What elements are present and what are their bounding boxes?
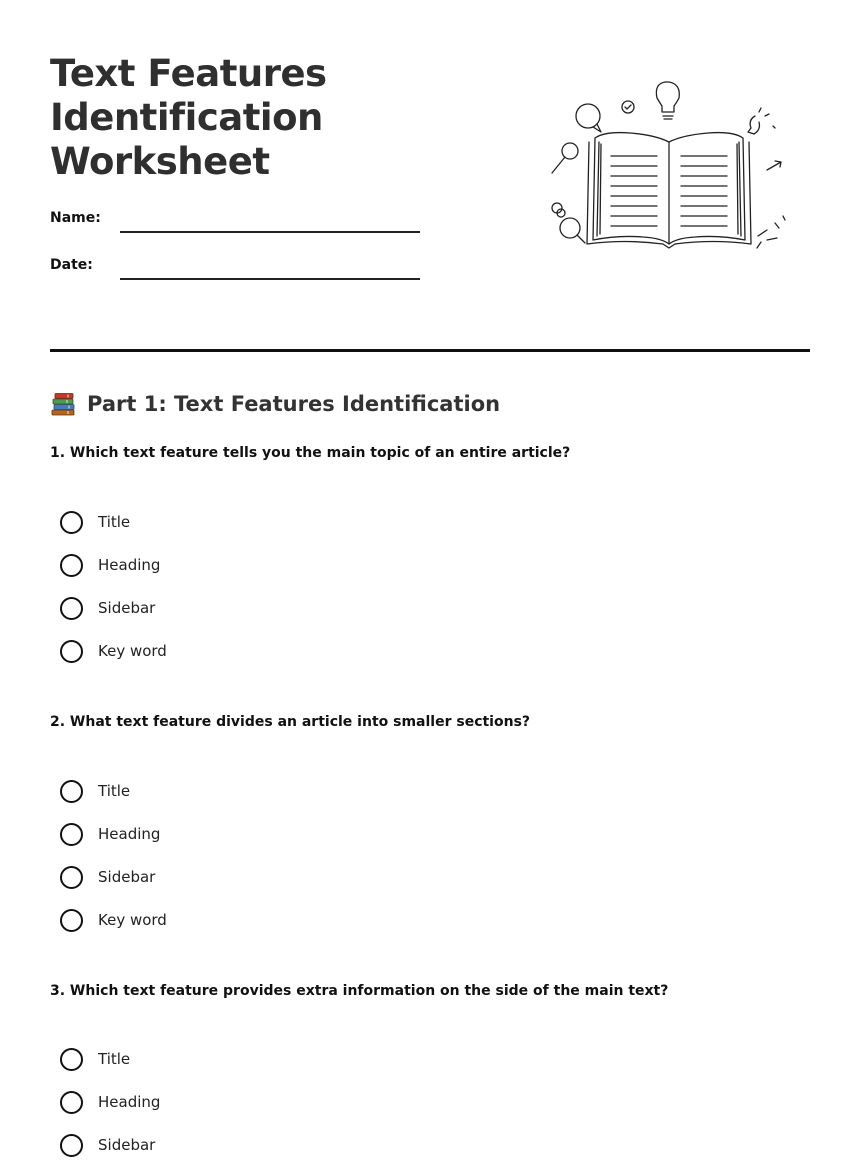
name-label: Name: (50, 210, 101, 226)
option-label: Key word (98, 642, 167, 660)
radio-button[interactable] (60, 511, 83, 534)
radio-button[interactable] (60, 597, 83, 620)
option-sidebar[interactable] (60, 865, 155, 889)
option-key-word[interactable] (60, 908, 167, 932)
option-label: Sidebar (98, 1136, 156, 1154)
option-heading[interactable] (60, 822, 160, 846)
question-3: 3. Which text feature provides extra information on the side of the main text? (50, 983, 669, 999)
question-2: 2. What text feature divides an article into smaller sections? (50, 714, 531, 730)
question-1: 1. Which text feature tells you the main topic of an entire article? (50, 445, 571, 461)
radio-button[interactable] (60, 823, 83, 846)
option-label: Title (98, 513, 131, 531)
option-title[interactable] (60, 779, 130, 803)
part1-heading (50, 388, 500, 420)
radio-button[interactable] (60, 640, 83, 663)
option-sidebar[interactable] (60, 1133, 155, 1157)
date-label: Date: (50, 257, 93, 273)
title-line: Worksheet (50, 140, 270, 183)
title-line: Text Features (50, 52, 327, 95)
books-icon (50, 391, 76, 417)
title-line: Identification (50, 96, 323, 139)
option-title[interactable] (60, 510, 130, 534)
radio-button[interactable] (60, 1134, 83, 1157)
option-heading[interactable] (60, 553, 160, 577)
name-field[interactable] (120, 231, 420, 233)
section-divider (50, 349, 810, 352)
option-label: Heading (98, 556, 161, 574)
radio-button[interactable] (60, 1091, 83, 1114)
worksheet-title (50, 52, 470, 184)
radio-button[interactable] (60, 554, 83, 577)
option-key-word[interactable] (60, 639, 167, 663)
radio-button[interactable] (60, 909, 83, 932)
option-label: Heading (98, 1093, 161, 1111)
open-book-icon (545, 78, 790, 253)
option-label: Heading (98, 825, 161, 843)
option-label: Title (98, 1050, 131, 1068)
radio-button[interactable] (60, 1048, 83, 1071)
option-sidebar[interactable] (60, 596, 155, 620)
part1-title: Part 1: Text Features Identification (87, 392, 501, 416)
radio-button[interactable] (60, 780, 83, 803)
option-title[interactable] (60, 1047, 130, 1071)
radio-button[interactable] (60, 866, 83, 889)
option-label: Sidebar (98, 868, 156, 886)
option-label: Sidebar (98, 599, 156, 617)
option-heading[interactable] (60, 1090, 160, 1114)
option-label: Key word (98, 911, 167, 929)
option-label: Title (98, 782, 131, 800)
date-field[interactable] (120, 278, 420, 280)
